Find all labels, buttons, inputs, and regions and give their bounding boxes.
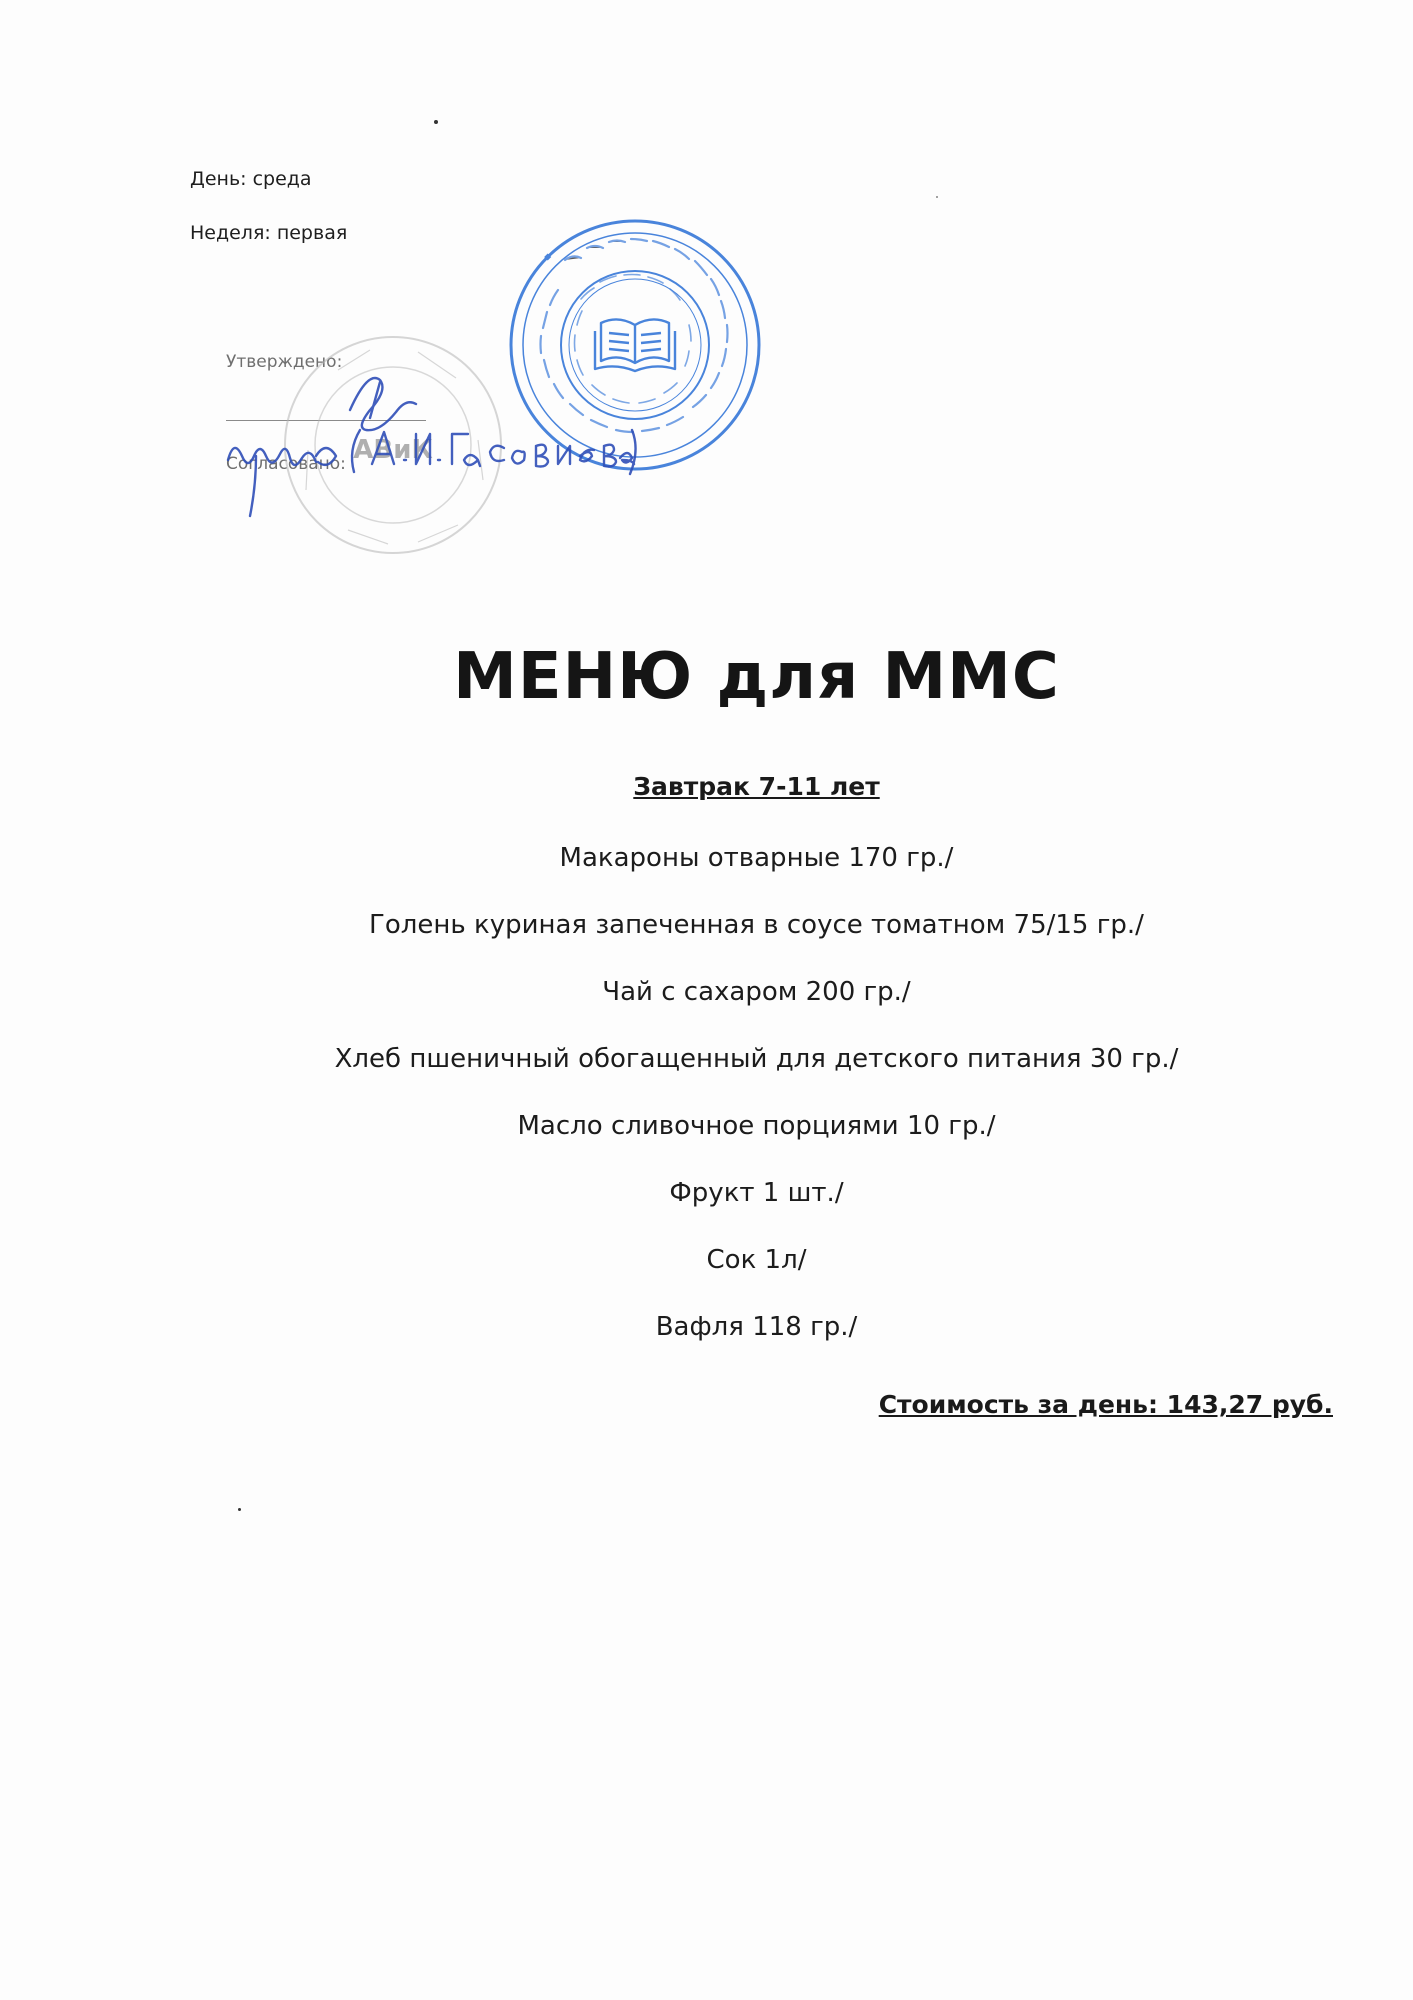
menu-item: Макароны отварные 170 гр./ bbox=[559, 843, 954, 873]
menu-item: Хлеб пшеничный обогащенный для детского питания 30 гр./ bbox=[334, 1044, 1179, 1074]
week-label: Неделя: первая bbox=[190, 222, 348, 244]
menu-item: Фрукт 1 шт./ bbox=[669, 1178, 844, 1208]
document-title: МЕНЮ для ММС bbox=[453, 640, 1060, 714]
day-label: День: среда bbox=[190, 168, 312, 190]
scan-speck bbox=[936, 196, 938, 198]
menu-item: Чай с сахаром 200 гр./ bbox=[602, 977, 911, 1007]
daily-cost-total: Стоимость за день: 143,27 руб. bbox=[878, 1390, 1333, 1419]
menu-item: Сок 1л/ bbox=[706, 1245, 807, 1275]
handwritten-signature-image bbox=[220, 360, 640, 530]
svg-text:АВиК: АВиК bbox=[353, 435, 433, 465]
approved-label: Утверждено: bbox=[226, 352, 343, 372]
menu-list bbox=[0, 838, 1413, 1374]
agreed-label: Согласовано: bbox=[226, 454, 346, 474]
menu-item: Голень куриная запеченная в соусе томатном 75/15 гр./ bbox=[369, 910, 1144, 940]
meal-heading: Завтрак 7-11 лет bbox=[633, 772, 880, 801]
scan-speck bbox=[238, 1508, 241, 1511]
menu-item: Вафля 118 гр./ bbox=[655, 1312, 858, 1342]
menu-item: Масло сливочное порциями 10 гр./ bbox=[517, 1111, 996, 1141]
scan-speck bbox=[434, 120, 438, 124]
